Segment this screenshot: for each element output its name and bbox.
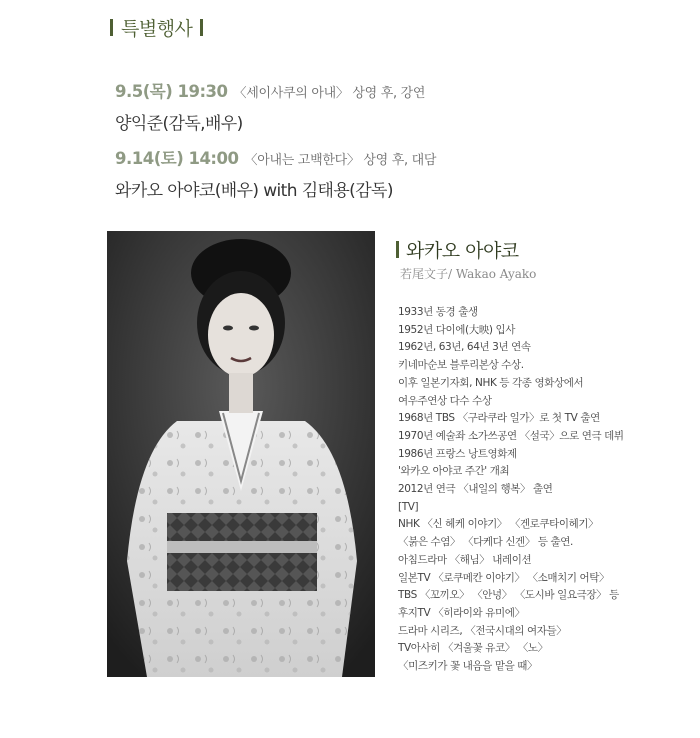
bio-line: 1970년 예술좌 소가쓰공연 〈설국〉으로 연극 데뷔 — [398, 429, 624, 442]
bio-line: NHK 〈신 헤케 이야기〉 〈겐로쿠타이헤기〉 — [398, 518, 599, 531]
heading-bar-right — [200, 19, 203, 36]
bio-line: 1968년 TBS 〈구라쿠라 일가〉로 첫 TV 출연 — [398, 412, 600, 425]
event-schedule — [115, 78, 425, 102]
bio-line: 여우주연상 다수 수상 — [398, 394, 492, 407]
bio-line: 〈미즈키가 꽃 내음을 맡을 때〉 — [398, 660, 538, 673]
bio-line: 후지TV 〈히라이와 유미에〉 — [398, 606, 525, 619]
bio-line: 1952년 다이에(大映) 입사 — [398, 323, 516, 336]
bio-line: 1986년 프랑스 낭트영화제 — [398, 447, 517, 460]
profile-name-heading — [396, 236, 519, 263]
bio-line: 1962년, 63년, 64년 3년 연속 — [398, 341, 531, 354]
event-guest: 와카오 아야코(배우) with 김태용(감독) — [115, 181, 393, 201]
biography-list — [398, 304, 624, 676]
event-detail: 〈아내는 고백한다〉 상영 후, 대담 — [244, 153, 437, 168]
bio-line: 2012년 연극 〈내일의 행복〉 출연 — [398, 483, 553, 496]
bio-line: 〈붉은 수염〉 〈다케다 신겐〉 등 출연. — [398, 536, 573, 549]
profile-name: 와카오 아야코 — [406, 240, 519, 262]
event-detail: 〈세이사쿠의 아내〉 상영 후, 강연 — [233, 86, 426, 101]
bio-line: '와카오 아야코 주간' 개최 — [398, 465, 510, 478]
portrait-illustration — [107, 231, 375, 677]
heading-bar-left — [110, 19, 113, 36]
event-datetime: 9.5(목) 19:30 — [115, 82, 228, 101]
section-heading — [110, 14, 203, 41]
event-item — [115, 145, 436, 201]
bio-line: 아침드라마 〈해님〉 내레이션 — [398, 553, 532, 566]
bio-line: 1933년 동경 출생 — [398, 306, 478, 318]
bio-line: [TV] — [398, 500, 419, 513]
bio-line: 드라마 시리즈, 〈전국시대의 여자들〉 — [398, 624, 567, 637]
bio-line: TV아사히 〈겨울꽃 유코〉 〈노〉 — [398, 642, 548, 655]
profile-original-name: 若尾文子/ Wakao Ayako — [400, 267, 537, 281]
section-title: 특별행사 — [121, 18, 193, 40]
portrait-photo — [107, 231, 375, 677]
bio-line: 이후 일본기자회, NHK 등 각종 영화상에서 — [398, 376, 584, 389]
name-bar — [396, 241, 399, 258]
event-datetime: 9.14(토) 14:00 — [115, 149, 239, 168]
bio-line: TBS 〈꼬끼오〉 〈안녕〉 〈도시바 일요극장〉 등 — [398, 589, 619, 602]
event-guest: 양익준(감독,배우) — [115, 114, 243, 134]
event-schedule — [115, 145, 436, 169]
event-item — [115, 78, 425, 134]
bio-line: 키네마순보 블루리본상 수상. — [398, 359, 524, 372]
bio-line: 일본TV 〈로쿠메칸 이야기〉 〈소매치기 어탁〉 — [398, 571, 610, 584]
